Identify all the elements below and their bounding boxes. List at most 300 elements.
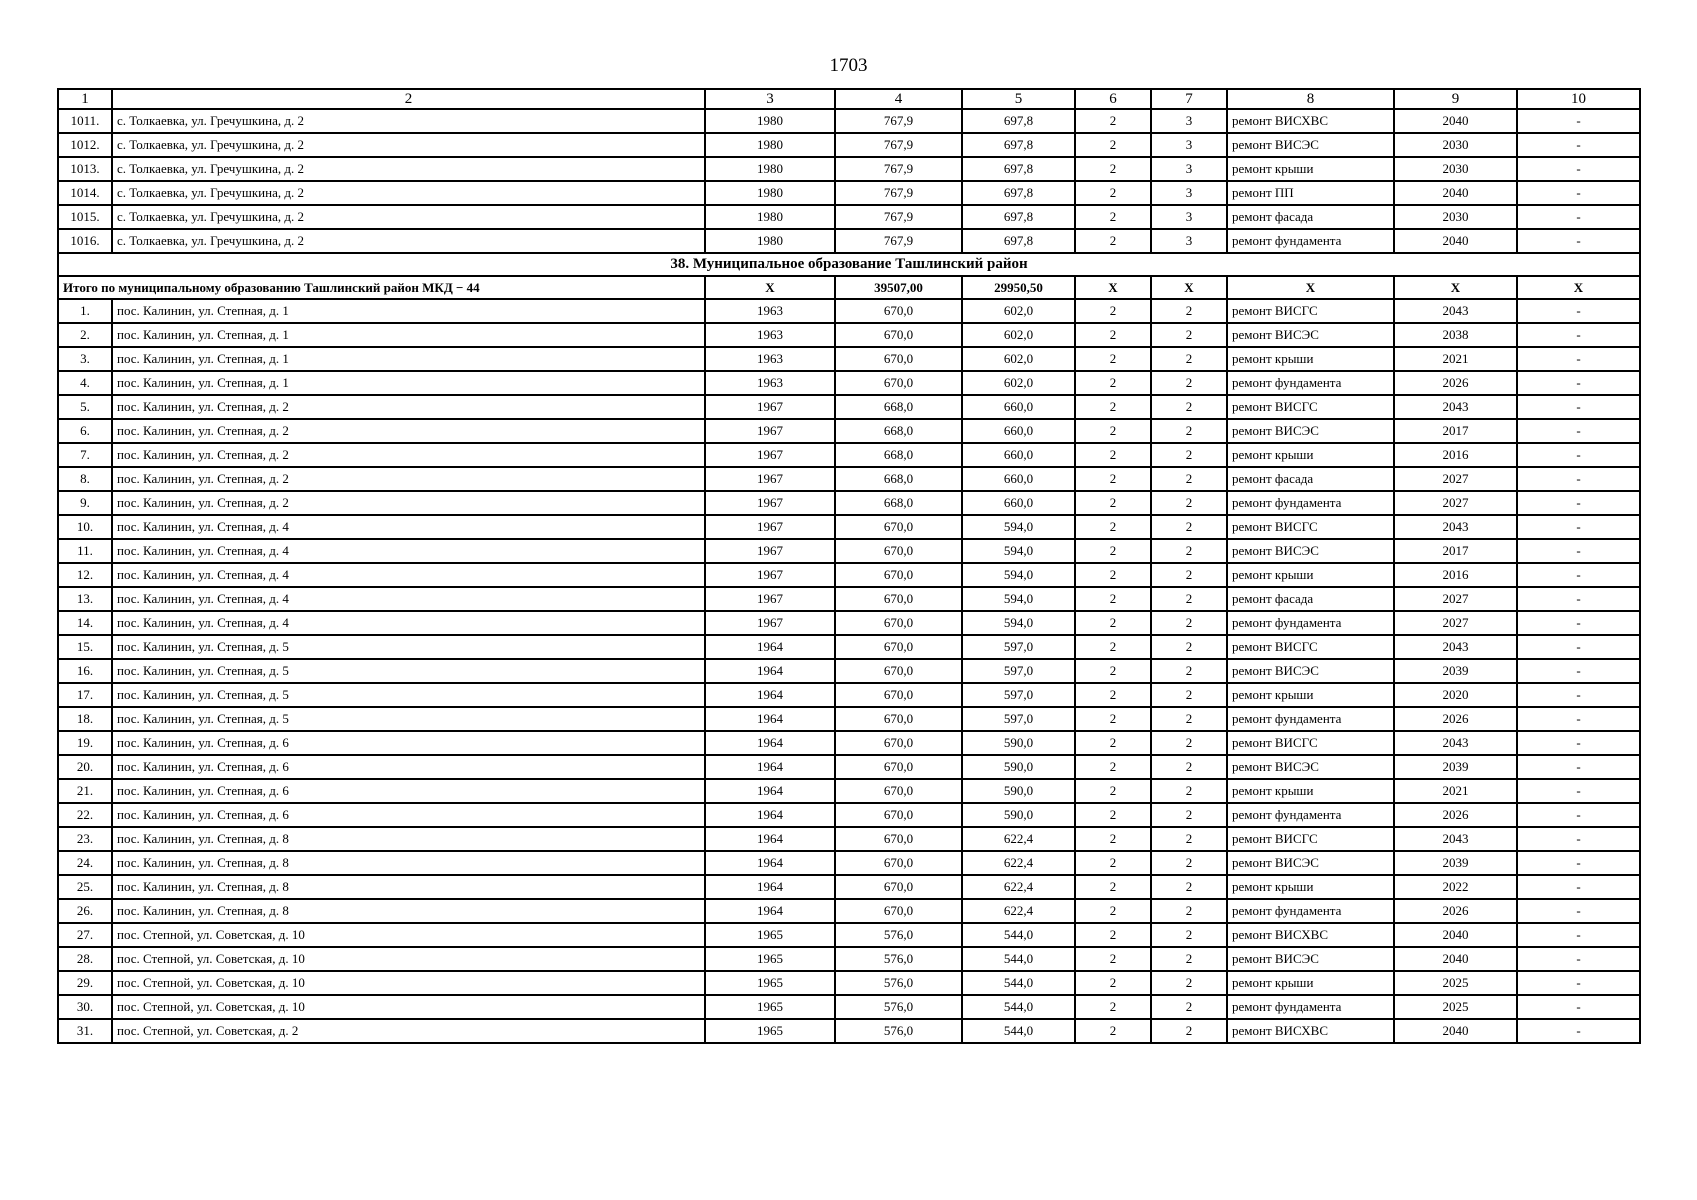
table-cell: ремонт ВИСХВС [1227, 1019, 1394, 1043]
table-cell: 2043 [1394, 299, 1517, 323]
table-row [58, 995, 1640, 1019]
table-cell: 2 [1151, 419, 1227, 443]
table-cell: ремонт ВИСГС [1227, 515, 1394, 539]
table-cell: 1965 [705, 1019, 835, 1043]
table-cell: 31. [58, 1019, 112, 1043]
table-cell: 590,0 [962, 755, 1075, 779]
table-cell: 3. [58, 347, 112, 371]
column-header: 1 [58, 89, 112, 109]
table-row [58, 731, 1640, 755]
table-row [58, 157, 1640, 181]
table-cell: пос. Калинин, ул. Степная, д. 2 [112, 395, 705, 419]
table-cell: 2 [1075, 395, 1151, 419]
table-cell: 668,0 [835, 491, 962, 515]
table-cell: ремонт ВИСГС [1227, 299, 1394, 323]
table-row [58, 371, 1640, 395]
table-cell: 2 [1151, 539, 1227, 563]
table-cell: 767,9 [835, 205, 962, 229]
table-cell: 1. [58, 299, 112, 323]
table-row [58, 563, 1640, 587]
table-cell: 3 [1151, 157, 1227, 181]
table-cell: - [1517, 539, 1640, 563]
table-cell: 697,8 [962, 133, 1075, 157]
table-cell: ремонт ВИСГС [1227, 731, 1394, 755]
table-cell: 597,0 [962, 635, 1075, 659]
table-cell: 2043 [1394, 395, 1517, 419]
table-cell: 2040 [1394, 923, 1517, 947]
table-cell: пос. Степной, ул. Советская, д. 10 [112, 995, 705, 1019]
table-cell: 2 [1075, 707, 1151, 731]
table-cell: 2 [1151, 563, 1227, 587]
table-cell: пос. Калинин, ул. Степная, д. 1 [112, 371, 705, 395]
table-cell: ремонт крыши [1227, 347, 1394, 371]
table-cell: 670,0 [835, 659, 962, 683]
table-cell: 2 [1151, 731, 1227, 755]
table-row [58, 875, 1640, 899]
table-cell: - [1517, 347, 1640, 371]
table-cell: - [1517, 587, 1640, 611]
table-cell: ремонт ВИСЭС [1227, 133, 1394, 157]
table-cell: 2 [1075, 157, 1151, 181]
table-cell: 2 [1075, 683, 1151, 707]
table-cell: 670,0 [835, 803, 962, 827]
table-cell: пос. Степной, ул. Советская, д. 10 [112, 971, 705, 995]
column-header: 9 [1394, 89, 1517, 109]
table-cell: 2 [1075, 899, 1151, 923]
table-cell: 668,0 [835, 419, 962, 443]
table-cell: 2027 [1394, 587, 1517, 611]
table-cell: 29. [58, 971, 112, 995]
table-cell: 602,0 [962, 371, 1075, 395]
table-cell: 2 [1075, 205, 1151, 229]
table-cell: пос. Степной, ул. Советская, д. 10 [112, 947, 705, 971]
table-cell: 2 [1075, 419, 1151, 443]
table-cell: ремонт фундамента [1227, 371, 1394, 395]
table-cell: 697,8 [962, 157, 1075, 181]
total-label: Итого по муниципальному образованию Ташлинский район МКД − 44 [58, 276, 705, 299]
table-cell: 1964 [705, 707, 835, 731]
table-cell: 670,0 [835, 635, 962, 659]
table-cell: 9. [58, 491, 112, 515]
table-row [58, 827, 1640, 851]
table-cell: 2 [1075, 229, 1151, 253]
table-cell: 18. [58, 707, 112, 731]
table-cell: ремонт фасада [1227, 467, 1394, 491]
table-cell: пос. Калинин, ул. Степная, д. 4 [112, 515, 705, 539]
table-cell: 2 [1075, 803, 1151, 827]
table-cell: 767,9 [835, 109, 962, 133]
table-row [58, 443, 1640, 467]
table-cell: 576,0 [835, 923, 962, 947]
table-cell: 1013. [58, 157, 112, 181]
table-cell: 1964 [705, 635, 835, 659]
table-cell: 1967 [705, 419, 835, 443]
table-row [58, 611, 1640, 635]
table-cell: 14. [58, 611, 112, 635]
table-cell: 25. [58, 875, 112, 899]
table-cell: 2 [1151, 923, 1227, 947]
table-row [58, 659, 1640, 683]
table-row [58, 635, 1640, 659]
table-cell: 2 [1075, 731, 1151, 755]
table-cell: 670,0 [835, 299, 962, 323]
table-cell: 23. [58, 827, 112, 851]
table-cell: - [1517, 133, 1640, 157]
table-cell: - [1517, 181, 1640, 205]
table-cell: ремонт ВИСХВС [1227, 923, 1394, 947]
table-cell: 767,9 [835, 157, 962, 181]
table-cell: - [1517, 443, 1640, 467]
table-cell: 1015. [58, 205, 112, 229]
column-header: 7 [1151, 89, 1227, 109]
table-cell: 2040 [1394, 181, 1517, 205]
table-cell: ремонт ВИСЭС [1227, 851, 1394, 875]
table-cell: - [1517, 851, 1640, 875]
table-row [58, 323, 1640, 347]
table-cell: пос. Калинин, ул. Степная, д. 4 [112, 587, 705, 611]
table-cell: 2 [1075, 371, 1151, 395]
table-cell: 2 [1075, 779, 1151, 803]
table-cell: 2040 [1394, 1019, 1517, 1043]
table-cell: 2 [1151, 347, 1227, 371]
table-cell: 670,0 [835, 707, 962, 731]
table-cell: 622,4 [962, 851, 1075, 875]
table-cell: 2016 [1394, 563, 1517, 587]
table-cell: 2 [1075, 875, 1151, 899]
table-cell: 1964 [705, 851, 835, 875]
table-cell: 697,8 [962, 205, 1075, 229]
table-cell: пос. Калинин, ул. Степная, д. 4 [112, 611, 705, 635]
table-cell: - [1517, 491, 1640, 515]
table-cell: 1012. [58, 133, 112, 157]
table-cell: 590,0 [962, 803, 1075, 827]
table-cell: 2040 [1394, 947, 1517, 971]
table-cell: 3 [1151, 109, 1227, 133]
table-cell: - [1517, 779, 1640, 803]
table-row [58, 779, 1640, 803]
table-cell: 594,0 [962, 515, 1075, 539]
table-cell: - [1517, 995, 1640, 1019]
table-cell: 1965 [705, 971, 835, 995]
table-cell: - [1517, 971, 1640, 995]
table-cell: - [1517, 515, 1640, 539]
table-cell: 2 [1151, 851, 1227, 875]
table-row [58, 851, 1640, 875]
table-cell: пос. Калинин, ул. Степная, д. 1 [112, 347, 705, 371]
table-cell: с. Толкаевка, ул. Гречушкина, д. 2 [112, 157, 705, 181]
table-cell: 2 [1151, 947, 1227, 971]
table-cell: 2 [1075, 635, 1151, 659]
table-cell: 590,0 [962, 779, 1075, 803]
table-cell: ремонт фундамента [1227, 803, 1394, 827]
table-cell: ремонт крыши [1227, 971, 1394, 995]
table-cell: 1980 [705, 157, 835, 181]
table-cell: ремонт ВИСЭС [1227, 947, 1394, 971]
total-cell: Х [705, 276, 835, 299]
table-cell: 594,0 [962, 587, 1075, 611]
table-cell: 1964 [705, 755, 835, 779]
table-cell: - [1517, 1019, 1640, 1043]
table-cell: 5. [58, 395, 112, 419]
section-header-row [58, 253, 1640, 276]
column-header: 4 [835, 89, 962, 109]
table-cell: - [1517, 467, 1640, 491]
table-cell: 597,0 [962, 683, 1075, 707]
repair-schedule-table [57, 88, 1641, 1044]
table-cell: 1965 [705, 995, 835, 1019]
table-cell: 660,0 [962, 443, 1075, 467]
column-header: 6 [1075, 89, 1151, 109]
table-cell: 2 [1075, 539, 1151, 563]
table-cell: 544,0 [962, 923, 1075, 947]
table-cell: 2016 [1394, 443, 1517, 467]
table-cell: пос. Калинин, ул. Степная, д. 8 [112, 899, 705, 923]
table-cell: 2017 [1394, 419, 1517, 443]
table-cell: 622,4 [962, 875, 1075, 899]
table-cell: 3 [1151, 205, 1227, 229]
table-cell: 544,0 [962, 971, 1075, 995]
table-cell: 2 [1075, 347, 1151, 371]
total-cell: 39507,00 [835, 276, 962, 299]
total-cell: Х [1075, 276, 1151, 299]
table-cell: 27. [58, 923, 112, 947]
table-cell: - [1517, 683, 1640, 707]
table-cell: пос. Калинин, ул. Степная, д. 6 [112, 731, 705, 755]
section-title: 38. Муниципальное образование Ташлинский район [58, 253, 1640, 276]
table-cell: - [1517, 611, 1640, 635]
table-row [58, 755, 1640, 779]
table-cell: ремонт фасада [1227, 205, 1394, 229]
table-cell: с. Толкаевка, ул. Гречушкина, д. 2 [112, 205, 705, 229]
table-cell: 597,0 [962, 659, 1075, 683]
table-cell: ремонт крыши [1227, 683, 1394, 707]
table-cell: пос. Калинин, ул. Степная, д. 5 [112, 635, 705, 659]
table-cell: 2027 [1394, 611, 1517, 635]
table-cell: 2025 [1394, 971, 1517, 995]
table-cell: 670,0 [835, 587, 962, 611]
table-cell: 2030 [1394, 133, 1517, 157]
table-cell: с. Толкаевка, ул. Гречушкина, д. 2 [112, 181, 705, 205]
table-cell: - [1517, 229, 1640, 253]
table-cell: 1963 [705, 299, 835, 323]
table-cell: 8. [58, 467, 112, 491]
table-cell: - [1517, 875, 1640, 899]
table-cell: 2043 [1394, 515, 1517, 539]
table-cell: 660,0 [962, 419, 1075, 443]
table-cell: 2 [1151, 323, 1227, 347]
table-row [58, 133, 1640, 157]
table-cell: 660,0 [962, 395, 1075, 419]
table-cell: 2 [1151, 899, 1227, 923]
table-cell: 2 [1075, 323, 1151, 347]
table-cell: ремонт крыши [1227, 875, 1394, 899]
table-cell: 2 [1075, 133, 1151, 157]
table-cell: 12. [58, 563, 112, 587]
column-header: 5 [962, 89, 1075, 109]
table-cell: 2 [1151, 1019, 1227, 1043]
table-cell: 2 [1075, 587, 1151, 611]
table-cell: с. Толкаевка, ул. Гречушкина, д. 2 [112, 229, 705, 253]
table-cell: пос. Калинин, ул. Степная, д. 4 [112, 563, 705, 587]
table-cell: - [1517, 803, 1640, 827]
table-cell: ремонт ВИСЭС [1227, 755, 1394, 779]
table-cell: 7. [58, 443, 112, 467]
column-header: 8 [1227, 89, 1394, 109]
table-cell: 1964 [705, 803, 835, 827]
table-cell: 3 [1151, 229, 1227, 253]
table-cell: 2026 [1394, 707, 1517, 731]
table-cell: 1980 [705, 181, 835, 205]
table-cell: - [1517, 371, 1640, 395]
table-cell: 2 [1151, 755, 1227, 779]
total-cell: Х [1227, 276, 1394, 299]
table-cell: 576,0 [835, 1019, 962, 1043]
table-row [58, 683, 1640, 707]
table-cell: пос. Калинин, ул. Степная, д. 2 [112, 443, 705, 467]
table-cell: - [1517, 947, 1640, 971]
table-cell: пос. Калинин, ул. Степная, д. 5 [112, 683, 705, 707]
table-cell: 622,4 [962, 827, 1075, 851]
table-cell: 2039 [1394, 851, 1517, 875]
table-cell: 602,0 [962, 299, 1075, 323]
table-cell: 2043 [1394, 731, 1517, 755]
table-cell: ремонт ВИСЭС [1227, 539, 1394, 563]
table-cell: 13. [58, 587, 112, 611]
table-cell: 2026 [1394, 899, 1517, 923]
table-row [58, 1019, 1640, 1043]
table-cell: - [1517, 323, 1640, 347]
table-cell: пос. Калинин, ул. Степная, д. 1 [112, 299, 705, 323]
table-cell: ремонт крыши [1227, 563, 1394, 587]
table-cell: ремонт фундамента [1227, 899, 1394, 923]
table-cell: 670,0 [835, 899, 962, 923]
table-cell: 2039 [1394, 755, 1517, 779]
table-cell: 1965 [705, 923, 835, 947]
table-cell: 2 [1151, 827, 1227, 851]
table-cell: ремонт ВИСЭС [1227, 419, 1394, 443]
table-cell: 594,0 [962, 539, 1075, 563]
table-row [58, 109, 1640, 133]
table-cell: пос. Калинин, ул. Степная, д. 1 [112, 323, 705, 347]
table-cell: - [1517, 731, 1640, 755]
table-cell: 2 [1151, 371, 1227, 395]
table-cell: 2 [1151, 803, 1227, 827]
table-cell: пос. Калинин, ул. Степная, д. 2 [112, 491, 705, 515]
table-cell: 2 [1151, 587, 1227, 611]
table-cell: 3 [1151, 133, 1227, 157]
table-cell: 1980 [705, 109, 835, 133]
table-row [58, 707, 1640, 731]
table-cell: ремонт фундамента [1227, 491, 1394, 515]
table-cell: ремонт крыши [1227, 779, 1394, 803]
table-cell: 1967 [705, 395, 835, 419]
table-cell: 590,0 [962, 731, 1075, 755]
total-cell: Х [1151, 276, 1227, 299]
total-cell: Х [1394, 276, 1517, 299]
table-cell: 660,0 [962, 467, 1075, 491]
table-row [58, 515, 1640, 539]
table-cell: 2043 [1394, 827, 1517, 851]
table-cell: 2025 [1394, 995, 1517, 1019]
table-cell: - [1517, 419, 1640, 443]
total-cell: 29950,50 [962, 276, 1075, 299]
table-row [58, 587, 1640, 611]
table-cell: 2 [1075, 109, 1151, 133]
table-cell: ремонт фундамента [1227, 229, 1394, 253]
table-cell: 22. [58, 803, 112, 827]
table-cell: 2 [1075, 659, 1151, 683]
table-cell: 1967 [705, 563, 835, 587]
table-cell: 2 [1075, 827, 1151, 851]
table-cell: 622,4 [962, 899, 1075, 923]
table-cell: 21. [58, 779, 112, 803]
table-row [58, 467, 1640, 491]
table-cell: 2 [1075, 851, 1151, 875]
table-cell: 1964 [705, 779, 835, 803]
table-cell: 1980 [705, 229, 835, 253]
table-cell: 670,0 [835, 731, 962, 755]
table-cell: 697,8 [962, 229, 1075, 253]
table-cell: 2027 [1394, 491, 1517, 515]
table-cell: 1014. [58, 181, 112, 205]
total-row [58, 276, 1640, 299]
table-cell: - [1517, 659, 1640, 683]
table-cell: 1964 [705, 875, 835, 899]
table-cell: - [1517, 157, 1640, 181]
table-cell: - [1517, 923, 1640, 947]
table-cell: пос. Степной, ул. Советская, д. 2 [112, 1019, 705, 1043]
table-cell: 2 [1075, 563, 1151, 587]
table-cell: 2 [1151, 467, 1227, 491]
table-cell: 2030 [1394, 205, 1517, 229]
table-cell: 1967 [705, 611, 835, 635]
table-cell: ремонт фундамента [1227, 611, 1394, 635]
table-row [58, 419, 1640, 443]
table-cell: 670,0 [835, 755, 962, 779]
table-cell: пос. Калинин, ул. Степная, д. 8 [112, 875, 705, 899]
table-cell: ремонт фундамента [1227, 995, 1394, 1019]
table-row [58, 347, 1640, 371]
table-cell: 2039 [1394, 659, 1517, 683]
table-cell: 2 [1151, 875, 1227, 899]
table-cell: 668,0 [835, 467, 962, 491]
table-cell: 767,9 [835, 181, 962, 205]
table-cell: 24. [58, 851, 112, 875]
table-cell: 1964 [705, 899, 835, 923]
table-cell: 2 [1075, 467, 1151, 491]
table-cell: 670,0 [835, 611, 962, 635]
table-cell: 6. [58, 419, 112, 443]
table-cell: 670,0 [835, 515, 962, 539]
table-cell: 2 [1075, 181, 1151, 205]
table-cell: 1980 [705, 133, 835, 157]
table-cell: - [1517, 635, 1640, 659]
table-row [58, 395, 1640, 419]
table-cell: 1964 [705, 827, 835, 851]
table-cell: ремонт ВИСЭС [1227, 323, 1394, 347]
table-cell: 2 [1151, 443, 1227, 467]
table-cell: - [1517, 827, 1640, 851]
table-cell: 670,0 [835, 539, 962, 563]
table-cell: 594,0 [962, 563, 1075, 587]
table-cell: 2017 [1394, 539, 1517, 563]
table-cell: ремонт ВИСХВС [1227, 109, 1394, 133]
table-cell: 1967 [705, 539, 835, 563]
table-cell: 544,0 [962, 995, 1075, 1019]
table-cell: ремонт фасада [1227, 587, 1394, 611]
table-cell: 2040 [1394, 109, 1517, 133]
table-cell: 2040 [1394, 229, 1517, 253]
